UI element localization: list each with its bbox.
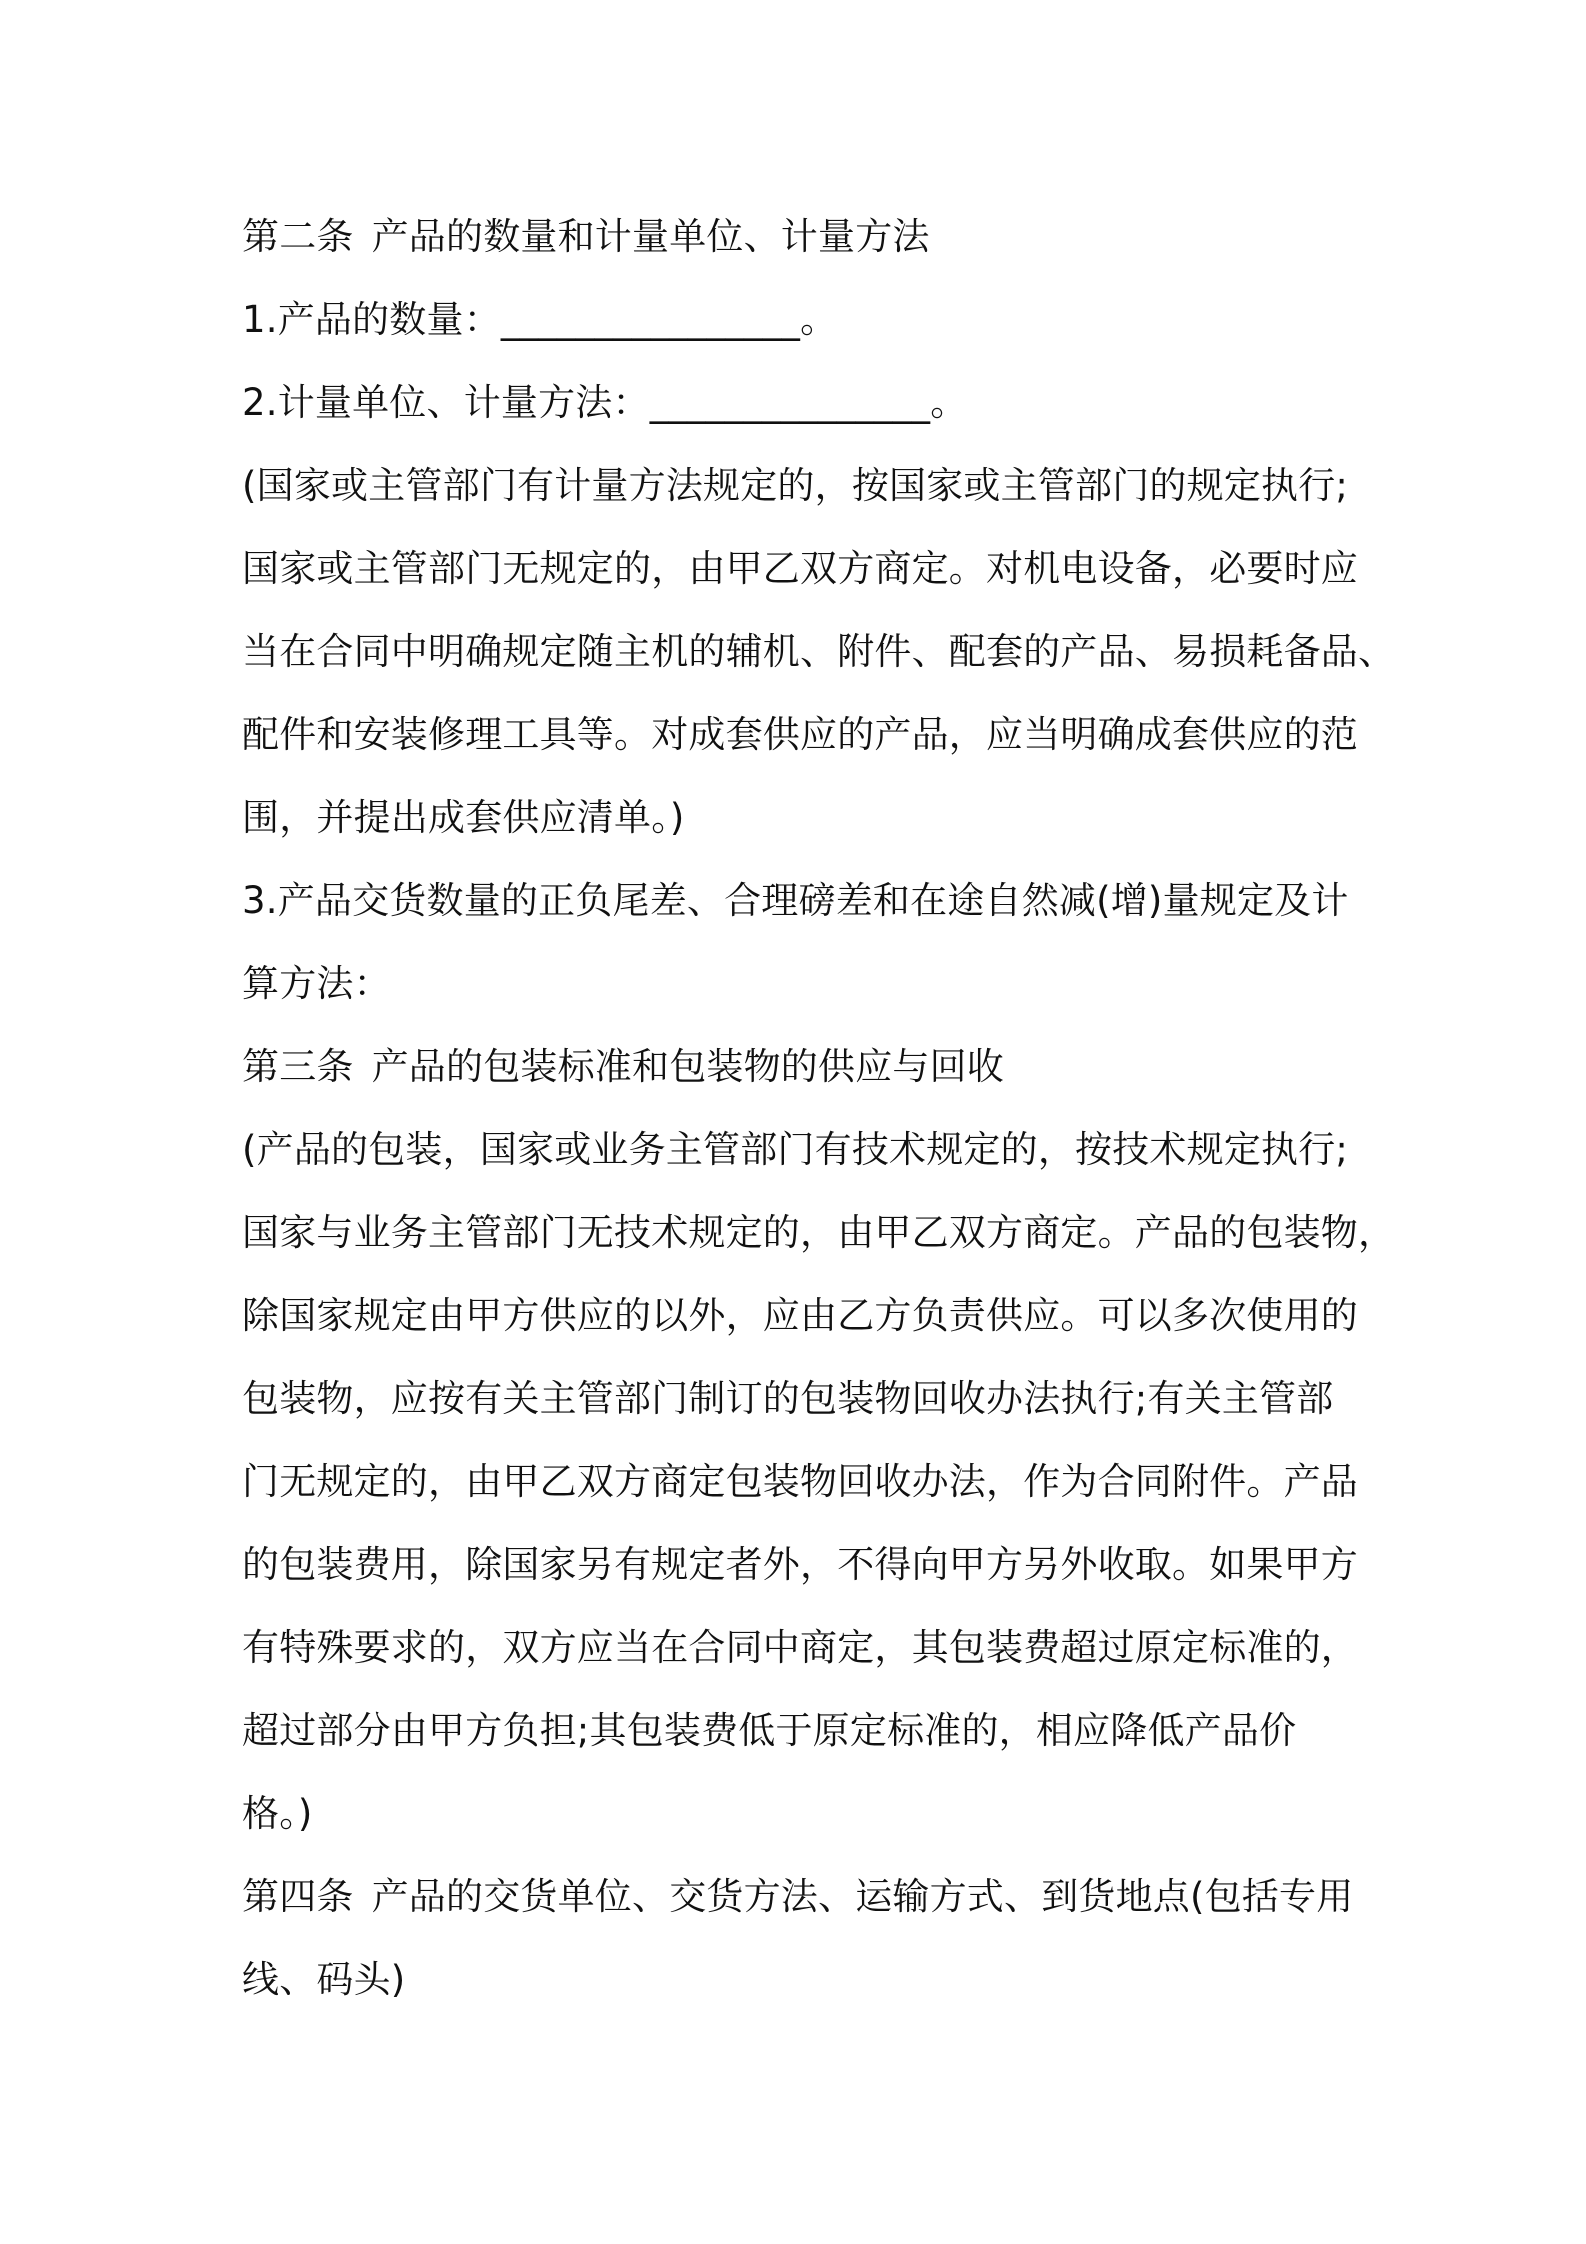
document-body xyxy=(242,195,1396,2021)
paragraph-line: 国家与业务主管部门无技术规定的，由甲乙双方商定。产品的包装物， xyxy=(242,1211,1396,1254)
paragraph-line: 的包装费用，除国家另有规定者外，不得向甲方另外收取。如果甲方 xyxy=(242,1543,1358,1586)
article-number: 第二条 xyxy=(242,215,354,258)
paragraph-line: 配件和安装修理工具等。对成套供应的产品，应当明确成套供应的范 xyxy=(242,713,1358,756)
paragraph-line: 3.产品交货数量的正负尾差、合理磅差和在途自然减(增)量规定及计 xyxy=(242,879,1349,922)
paragraph-line: 当在合同中明确规定随主机的辅机、附件、配套的产品、易损耗备品、 xyxy=(242,630,1396,673)
paragraph-line: 门无规定的，由甲乙双方商定包装物回收办法，作为合同附件。产品 xyxy=(242,1460,1358,1503)
article-title: 产品的包装标准和包装物的供应与回收 xyxy=(371,1045,1005,1088)
paragraph-line: 2.计量单位、计量方法：_______________。 xyxy=(242,381,968,424)
paragraph-line: 国家或主管部门无规定的，由甲乙双方商定。对机电设备，必要时应 xyxy=(242,547,1358,590)
paragraph-line: 算方法： xyxy=(242,962,391,1005)
article-title: 产品的数量和计量单位、计量方法 xyxy=(371,215,930,258)
article-title: 产品的交货单位、交货方法、运输方式、到货地点(包括专用 xyxy=(371,1875,1354,1918)
article-3-heading xyxy=(242,1025,1357,1108)
paragraph-line: 格。) xyxy=(242,1792,313,1835)
article-number: 第三条 xyxy=(242,1045,354,1088)
paragraph-line: 围，并提出成套供应清单。) xyxy=(242,796,685,839)
paragraph-line: (产品的包装，国家或业务主管部门有技术规定的，按技术规定执行; xyxy=(242,1128,1349,1171)
paragraph-line: 1.产品的数量：________________。 xyxy=(242,298,838,341)
paragraph-line: 包装物，应按有关主管部门制订的包装物回收办法执行;有关主管部 xyxy=(242,1377,1334,1420)
paragraph-line: 有特殊要求的，双方应当在合同中商定，其包装费超过原定标准的， xyxy=(242,1626,1358,1669)
article-2-heading xyxy=(242,195,1357,278)
article-number: 第四条 xyxy=(242,1875,354,1918)
paragraph-line: (国家或主管部门有计量方法规定的，按国家或主管部门的规定执行; xyxy=(242,464,1349,507)
article-4-heading xyxy=(242,1855,1357,1938)
paragraph-line: 超过部分由甲方负担;其包装费低于原定标准的，相应降低产品价 xyxy=(242,1709,1297,1752)
paragraph-line: 线、码头) xyxy=(242,1958,406,2001)
paragraph-line: 除国家规定由甲方供应的以外，应由乙方负责供应。可以多次使用的 xyxy=(242,1294,1358,1337)
